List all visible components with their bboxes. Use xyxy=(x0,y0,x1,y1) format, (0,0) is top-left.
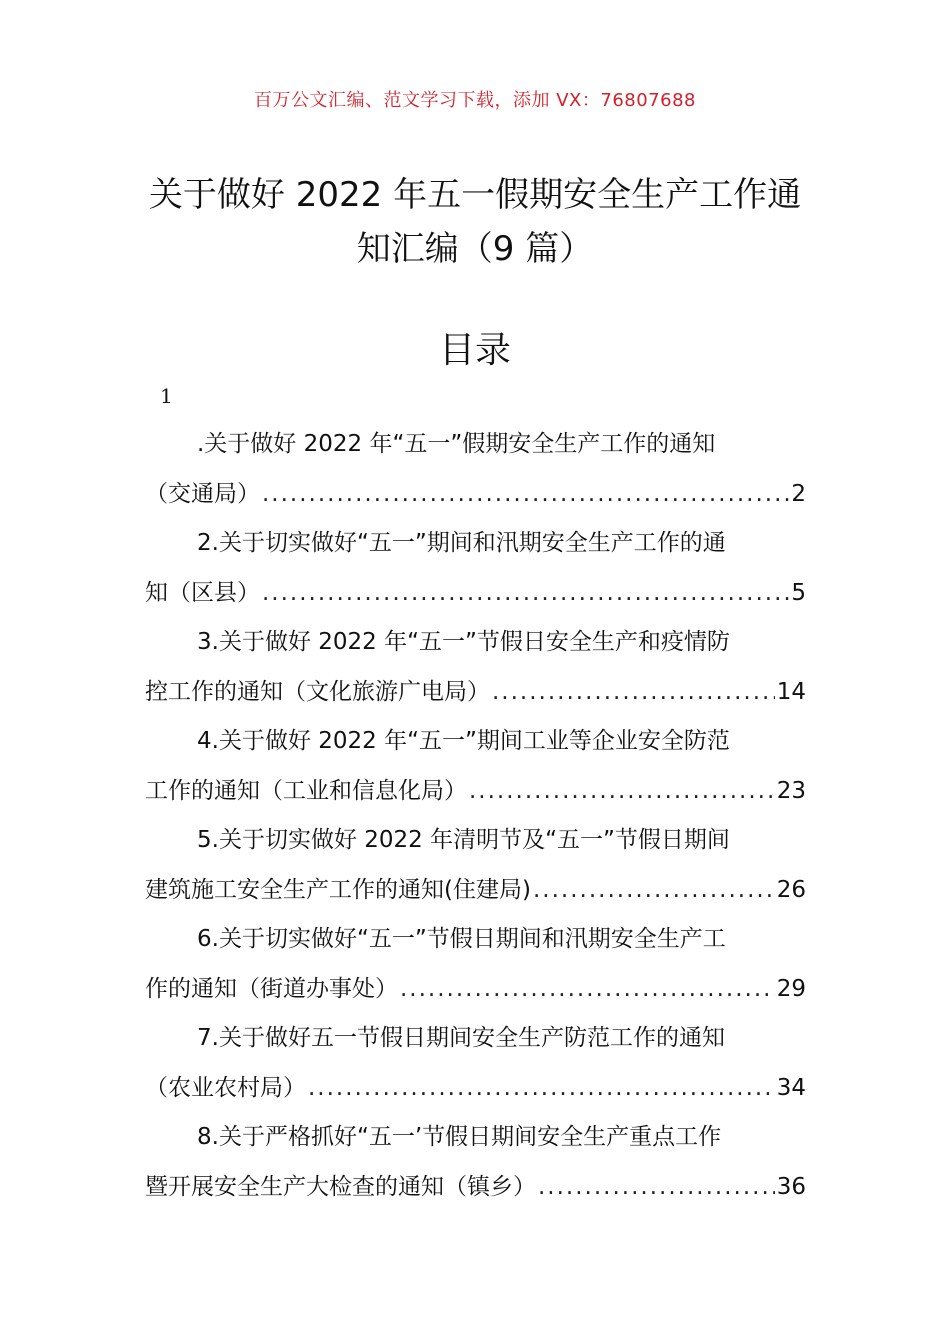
toc-entry-1[interactable] xyxy=(145,420,806,519)
dot-leader xyxy=(400,965,775,1015)
dot-leader xyxy=(533,866,775,916)
toc-entry-title-cont: 暨开展安全生产大检查的通知（镇乡） xyxy=(145,1173,536,1200)
toc-entry-title-cont: （交通局） xyxy=(145,480,260,507)
toc-page-number: 36 xyxy=(776,1173,806,1200)
dot-leader xyxy=(492,668,775,718)
toc-page-number: 14 xyxy=(776,678,806,705)
toc-entry-title: .关于做好 2022 年“五一”假期安全生产工作的通知 xyxy=(197,431,716,457)
toc-entry-3[interactable] xyxy=(145,618,806,717)
toc-entry-title-cont: （农业农村局） xyxy=(145,1074,306,1101)
toc-entry-title-cont: 工作的通知（工业和信息化局） xyxy=(145,777,467,804)
toc-entry-title: 5.关于切实做好 2022 年清明节及“五一”节假日期间 xyxy=(197,827,730,853)
toc-entry-title: 7.关于做好五一节假日期间安全生产防范工作的通知 xyxy=(197,1025,725,1051)
toc-entry-8[interactable] xyxy=(145,1113,806,1212)
dot-leader xyxy=(308,1064,775,1114)
toc-entry-title: 4.关于做好 2022 年“五一”期间工业等企业安全防范 xyxy=(197,728,730,754)
toc-page-number: 29 xyxy=(776,975,806,1002)
dot-leader xyxy=(262,569,789,619)
toc-entry-title-cont: 知（区县） xyxy=(145,579,260,606)
toc-entry-title-cont: 作的通知（街道办事处） xyxy=(145,975,398,1002)
toc-entry-6[interactable] xyxy=(145,915,806,1014)
dot-leader xyxy=(469,767,775,817)
toc-entry-title: 6.关于切实做好“五一”节假日期间和汛期安全生产工 xyxy=(197,926,726,952)
title-line-2: 知汇编（9 篇） xyxy=(356,229,594,269)
toc-entry-title: 2.关于切实做好“五一”期间和汛期安全生产工作的通 xyxy=(197,530,726,556)
toc-entry-7[interactable] xyxy=(145,1014,806,1113)
toc-page-number: 2 xyxy=(791,480,806,507)
toc-page-number: 23 xyxy=(776,777,806,804)
toc-heading: 目录 xyxy=(438,330,511,371)
header-note: 百万公文汇编、范文学习下载，添加 VX：76807688 xyxy=(254,90,696,111)
toc-entry-title-cont: 建筑施工安全生产工作的通知(住建局) xyxy=(145,876,531,903)
toc-entry-4[interactable] xyxy=(145,717,806,816)
toc-page-number: 34 xyxy=(776,1074,806,1101)
toc-entry-title: 8.关于严格抓好“五一’节假日期间安全生产重点工作 xyxy=(197,1124,722,1150)
toc-entry-5[interactable] xyxy=(145,816,806,915)
title-line-1: 关于做好 2022 年五一假期安全生产工作通 xyxy=(148,175,802,215)
document-title xyxy=(120,168,830,276)
toc-page-number: 26 xyxy=(776,876,806,903)
dot-leader xyxy=(262,470,789,520)
toc-page-number: 5 xyxy=(791,579,806,606)
stray-page-number: 1 xyxy=(160,384,173,408)
toc-entry-title: 3.关于做好 2022 年“五一”节假日安全生产和疫情防 xyxy=(197,629,730,655)
toc-entry-2[interactable] xyxy=(145,519,806,618)
table-of-contents xyxy=(145,420,806,1212)
toc-entry-title-cont: 控工作的通知（文化旅游广电局） xyxy=(145,678,490,705)
dot-leader xyxy=(538,1163,775,1213)
